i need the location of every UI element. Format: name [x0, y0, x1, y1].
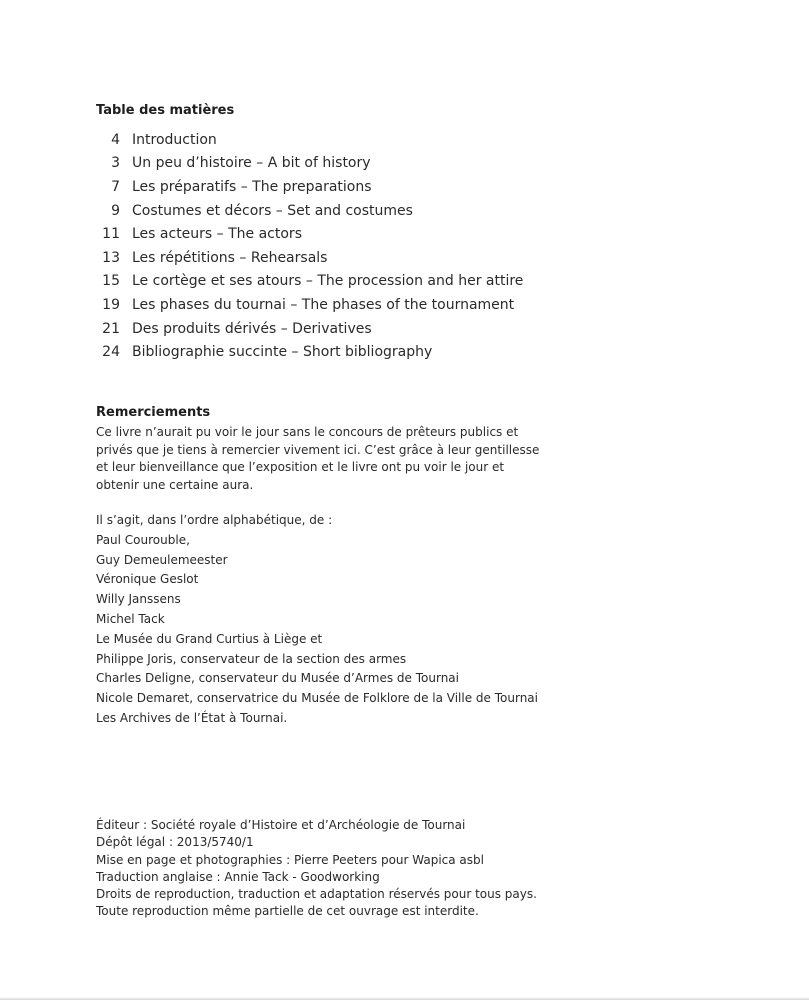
toc-page-number: 21 — [102, 320, 120, 337]
toc-list — [96, 128, 616, 364]
toc-entry — [96, 340, 616, 364]
toc-page-number: 9 — [111, 202, 120, 219]
toc-heading: Table des matières — [96, 103, 235, 118]
acknowledgement-item: Philippe Joris, conservateur de la section des armes — [96, 651, 407, 666]
toc-page-number: 4 — [111, 131, 120, 148]
toc-entry — [96, 222, 616, 246]
toc-entry — [96, 293, 616, 317]
toc-entry — [96, 128, 616, 152]
acknowledgement-item: Les Archives de l’État à Tournai. — [96, 710, 288, 725]
toc-label: Costumes et décors – Set and costumes — [132, 202, 413, 219]
acknowledgement-item: Charles Deligne, conservateur du Musée d’Armes de Tournai — [96, 671, 459, 686]
colophon-reproduction-notice: Toute reproduction même partielle de cet ouvrage est interdite. — [96, 904, 479, 919]
toc-label: Bibliographie succinte – Short bibliography — [132, 344, 433, 361]
colophon-translation-credit: Traduction anglaise : Annie Tack - Goodworking — [96, 869, 380, 884]
toc-page-number: 19 — [102, 296, 120, 313]
acknowledgement-item: Michel Tack — [96, 611, 165, 626]
toc-page-number: 15 — [102, 273, 120, 290]
toc-page-number: 7 — [111, 178, 120, 195]
toc-entry — [96, 317, 616, 341]
toc-page-number: 13 — [102, 249, 120, 266]
toc-entry — [96, 199, 616, 223]
toc-label: Un peu d’histoire – A bit of history — [132, 155, 371, 172]
toc-label: Des produits dérivés – Derivatives — [132, 320, 372, 337]
toc-label: Introduction — [132, 131, 217, 148]
colophon-publisher: Éditeur : Société royale d’Histoire et d’Archéologie de Tournai — [96, 818, 466, 832]
acknowledgement-item: Guy Demeulemeester — [96, 552, 228, 567]
colophon-layout-credit: Mise en page et photographies : Pierre Peeters pour Wapica asbl — [96, 852, 484, 867]
acknowledgement-item: Le Musée du Grand Curtius à Liège et — [96, 631, 323, 646]
toc-page-number: 3 — [111, 155, 120, 172]
toc-label: Les phases du tournai – The phases of the tournament — [132, 296, 515, 313]
acknowledgement-item: Nicole Demaret, conservatrice du Musée de Folklore de la Ville de Tournai — [96, 691, 538, 706]
acknowledgement-item: Paul Courouble, — [96, 532, 190, 547]
acknowledgement-item: Véronique Geslot — [96, 572, 199, 587]
toc-entry — [96, 175, 616, 199]
acknowledgements-paragraph: Ce livre n’aurait pu voir le jour sans le concours de prêteurs publics et privés que je tiens à remercier vivement ici. C’est grâce à leur gentillesse et leur bienveillance que l’exposition et le livre ont pu voir le jour et obtenir une certaine aura. — [96, 425, 540, 492]
toc-page-number: 11 — [102, 226, 120, 243]
colophon-legal-deposit: Dépôt légal : 2013/5740/1 — [96, 835, 254, 850]
colophon — [96, 817, 576, 921]
toc-entry — [96, 246, 616, 270]
acknowledgements-list — [96, 511, 556, 729]
colophon-rights: Droits de reproduction, traduction et adaptation réservés pour tous pays. — [96, 887, 537, 902]
toc-label: Les acteurs – The actors — [132, 226, 302, 243]
acknowledgements-heading: Remerciements — [96, 405, 211, 420]
toc-label: Les préparatifs – The preparations — [132, 178, 372, 195]
acknowledgement-item: Willy Janssens — [96, 592, 181, 607]
toc-entry — [96, 152, 616, 176]
toc-label: Le cortège et ses atours – The procession and her attire — [132, 273, 524, 290]
toc-label: Les répétitions – Rehearsals — [132, 249, 328, 266]
toc-entry — [96, 270, 616, 294]
acknowledgements-intro: Il s’agit, dans l’ordre alphabétique, de : — [96, 513, 333, 527]
toc-page-number: 24 — [102, 344, 120, 361]
